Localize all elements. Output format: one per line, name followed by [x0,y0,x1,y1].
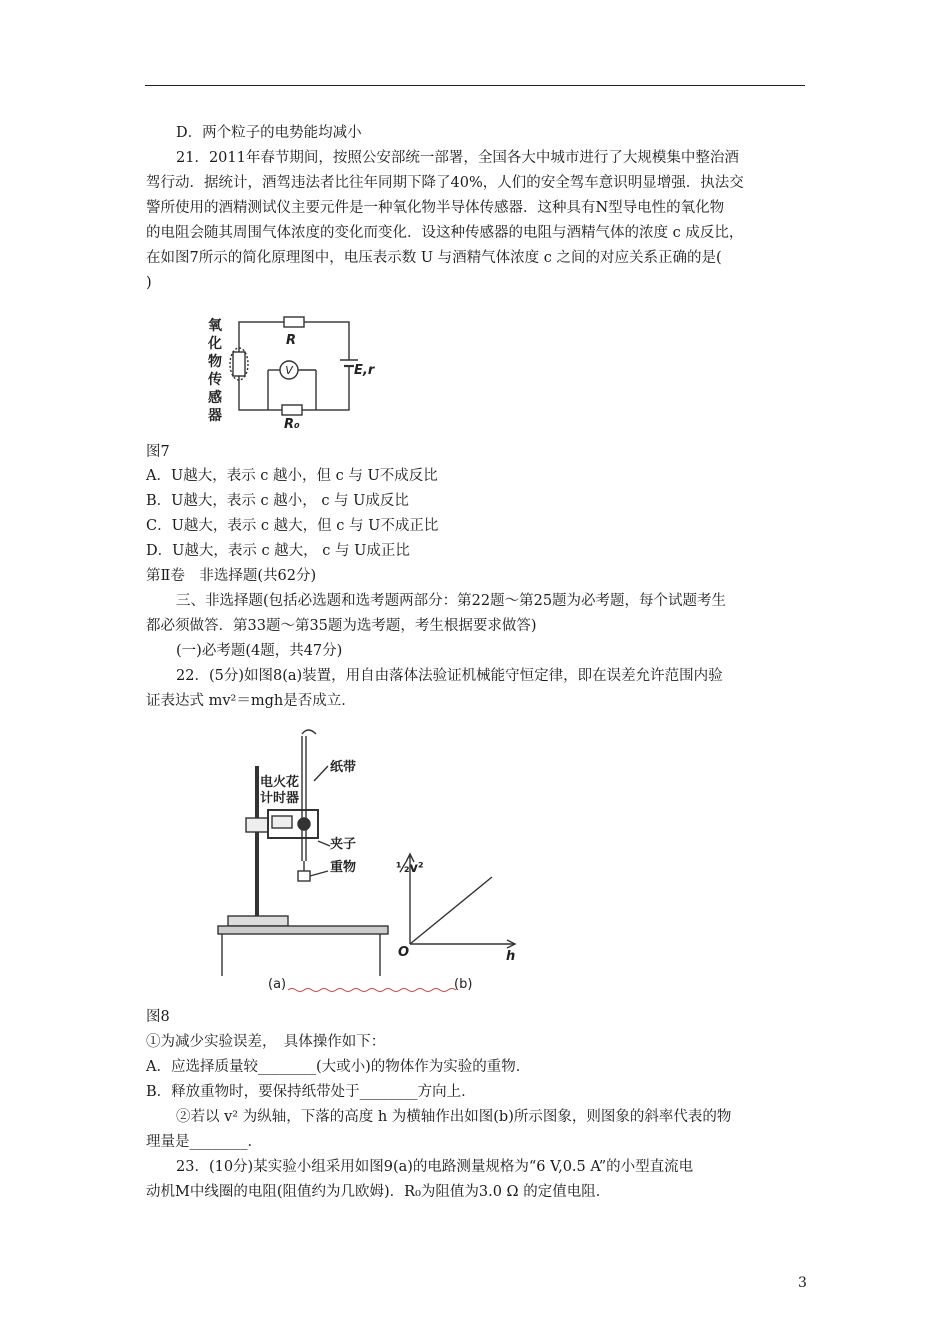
sensor-label-char: 化 [208,336,222,352]
figure-8 [210,726,540,1001]
table-top [218,926,388,934]
option-a: A．U越大，表示 c 越小，但 c 与 U不成反比 [146,468,438,484]
red-wavy-underline [288,989,456,992]
question-21-line6: ) [146,275,152,291]
sensor-label-char: 物 [208,354,222,370]
question-22-line2: 证表达式 mv²＝mgh是否成立． [146,693,356,709]
graph-line [410,877,492,944]
required-heading: (一)必考题(4题，共47分) [176,643,343,659]
sensor-label-char: 器 [208,408,222,424]
sensor-resistor [233,352,245,376]
weight [298,871,310,881]
timer-label-2: 计时器 [260,791,300,806]
header-rule [145,85,805,86]
step-a: A．应选择质量较________(大或小)的物体作为实验的重物． [146,1059,531,1075]
voltmeter-label: V [285,364,293,377]
resistor-r0 [282,405,302,415]
figure-8-caption: 图8 [146,1009,170,1025]
sensor-label-char: 传 [208,372,222,388]
sensor-label-char: 感 [208,390,222,406]
option-b: B．U越大，表示 c 越小， c 与 U成反比 [146,493,409,509]
label-a: (a) [268,977,287,992]
option-d: D．U越大，表示 c 越大， c 与 U成正比 [146,543,410,559]
clamp-block [246,818,268,832]
origin-label: O [398,945,410,960]
hand-icon [302,730,316,734]
x-axis-label: h [506,949,516,964]
question-21-line2: 驾行动．据统计，酒驾违法者比往年同期下降了40%，人们的安全驾车意识明显增强．执法交 [146,175,744,191]
y-axis-label: ½v² [396,861,424,876]
question-21-line1: 21．2011年春节期间，按照公安部统一部署，全国各大中城市进行了大规模集中整治酒 [176,150,739,166]
label-b: (b) [454,977,473,992]
step-2-line2: 理量是________． [146,1134,262,1150]
page-number: 3 [798,1275,807,1291]
option-d-prev: D．两个粒子的电势能均减小 [176,125,362,141]
part-2-heading: 第Ⅱ卷 非选择题(共62分) [146,568,317,584]
question-23-line1: 23．(10分)某实验小组采用如图9(a)的电路测量规格为“6 V,0.5 A”的小型直流电 [176,1159,694,1175]
figure-7-circuit [198,312,408,430]
timer-label-1: 电火花 [260,775,300,790]
question-21-line3: 警所使用的酒精测试仪主要元件是一种氧化物半导体传感器．这种具有N型导电性的氧化物 [146,200,725,216]
stand-base [228,916,288,926]
question-22-line1: 22．(5分)如图8(a)装置，用自由落体法验证机械能守恒定律，即在误差允许范围内验 [176,668,723,684]
sensor-label-char: 氧 [208,318,222,334]
step-b: B．释放重物时，要保持纸带处于________方向上． [146,1084,476,1100]
paper-tape-label: 纸带 [330,760,357,775]
clip-label: 夹子 [330,837,357,852]
step-2-line1: ②若以 v² 为纵轴，下落的高度 h 为横轴作出如图(b)所示图象，则图象的斜率代表的物 [176,1109,732,1125]
figure-8a-apparatus [218,730,388,976]
section-3-line2: 都必须做答．第33题～第35题为选考题，考生根据要求做答) [146,618,537,634]
weight-label: 重物 [330,860,357,875]
section-3-line1: 三、非选择题(包括必选题和选考题两部分：第22题～第25题为必考题，每个试题考生 [176,593,727,609]
option-c: C．U越大，表示 c 越大，但 c 与 U不成正比 [146,518,439,534]
r0-label: R₀ [284,417,300,430]
resistor-r [284,317,304,327]
question-21-line4: 的电阻会随其周围气体浓度的变化而变化．设这种传感器的电阻与酒精气体的浓度 c 成反比， [146,225,744,241]
figure-7-caption: 图7 [146,444,170,460]
step-1: ①为减少实验误差， 具体操作如下： [146,1034,386,1050]
question-21-line5: 在如图7所示的简化原理图中，电压表示数 U 与酒精气体浓度 c 之间的对应关系正确的是( [146,250,722,266]
r-label: R [285,333,297,348]
emf-label: E,r [354,363,375,378]
question-23-line2: 动机M中线圈的电阻(阻值约为几欧姆)．R₀为阻值为3.0 Ω 的定值电阻． [146,1184,611,1200]
